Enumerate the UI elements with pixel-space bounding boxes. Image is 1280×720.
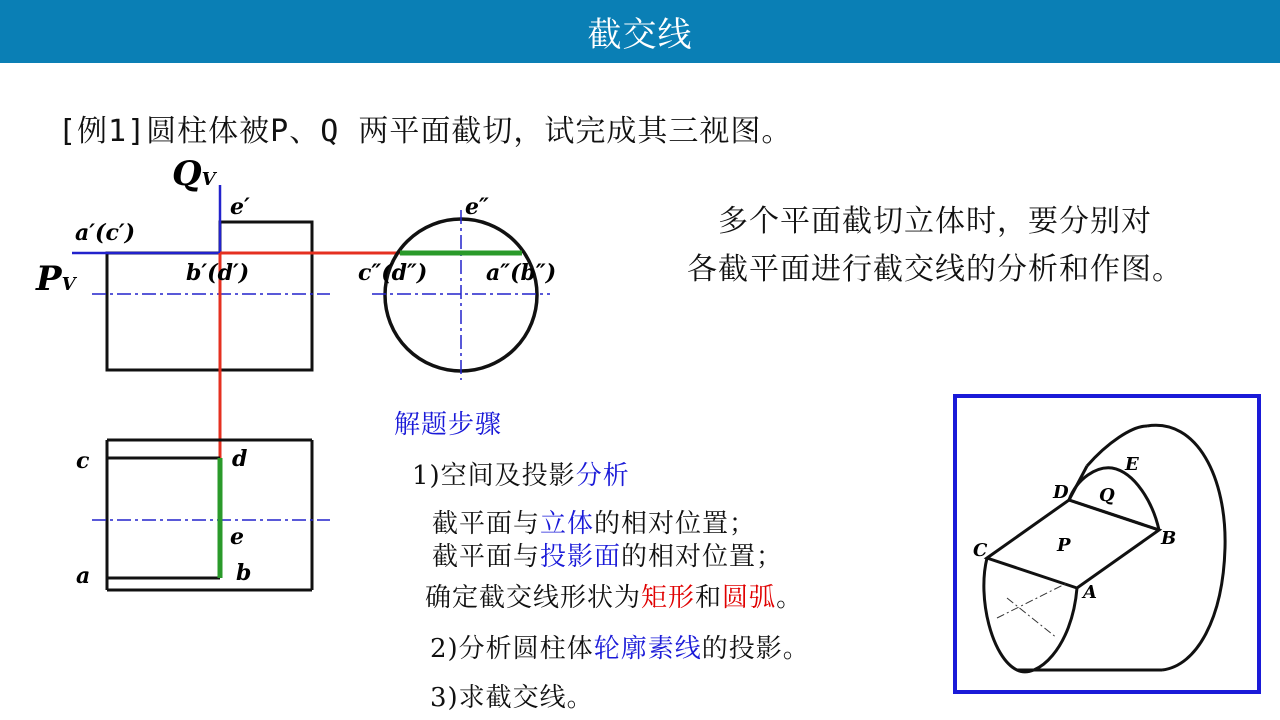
title-bar (0, 0, 1280, 63)
label-e-front: e′ (230, 194, 250, 220)
note-line-1: 多个平面截切立体时，要分别对 (718, 204, 1152, 239)
edge-de (1069, 466, 1087, 500)
p-face (987, 500, 1159, 588)
iso-label-q: Q (1099, 485, 1115, 506)
label-d-top: d (232, 446, 248, 472)
iso-label-d: D (1053, 482, 1069, 503)
iso-label-b: B (1161, 528, 1177, 549)
steps-heading: 解题步骤 (394, 410, 503, 440)
note-text (640, 198, 1230, 294)
label-a-top: a (76, 563, 91, 589)
iso-label-a: A (1083, 582, 1097, 603)
iso-label-c: C (973, 540, 988, 561)
iso-axis-2 (1007, 598, 1057, 638)
label-ab-side: a″(b″) (486, 260, 557, 286)
cylinder-left-end (984, 558, 1077, 672)
front-view-outline (107, 222, 312, 370)
label-e-side: e″ (465, 194, 489, 220)
isometric-illustration-frame (953, 394, 1261, 694)
step-1: 1)空间及投影分析 (412, 461, 630, 491)
step-1-line-2: 截平面与投影面的相对位置； (432, 542, 784, 572)
label-bd-front: b′(d′) (186, 260, 250, 286)
page-title: 截交线 (587, 15, 693, 55)
pv-label: PV (36, 259, 76, 299)
step-3: 3)求截交线。 (430, 683, 594, 713)
iso-label-e: E (1125, 454, 1139, 475)
iso-axis-1 (997, 583, 1067, 618)
qv-label: QV (172, 154, 216, 194)
problem-statement: [例1]圆柱体被P、Q 两平面截切，试完成其三视图。 (58, 114, 793, 149)
step-2: 2)分析圆柱体轮廓素线的投影。 (430, 634, 810, 664)
isometric-illustration (957, 398, 1257, 690)
label-b-top: b (236, 560, 252, 586)
step-1-line-1: 截平面与立体的相对位置； (432, 509, 757, 539)
cylinder-right-end (1147, 425, 1225, 670)
label-c-top: c (76, 448, 90, 474)
label-e-top: e (230, 524, 244, 550)
label-cd-side: c″(d″) (358, 260, 428, 286)
note-line-2: 各截平面进行截交线的分析和作图。 (687, 252, 1183, 287)
iso-label-p: P (1057, 535, 1071, 556)
label-ac-front: a′(c′) (75, 220, 136, 246)
step-1-line-3: 确定截交线形状为矩形和圆弧。 (425, 583, 804, 613)
